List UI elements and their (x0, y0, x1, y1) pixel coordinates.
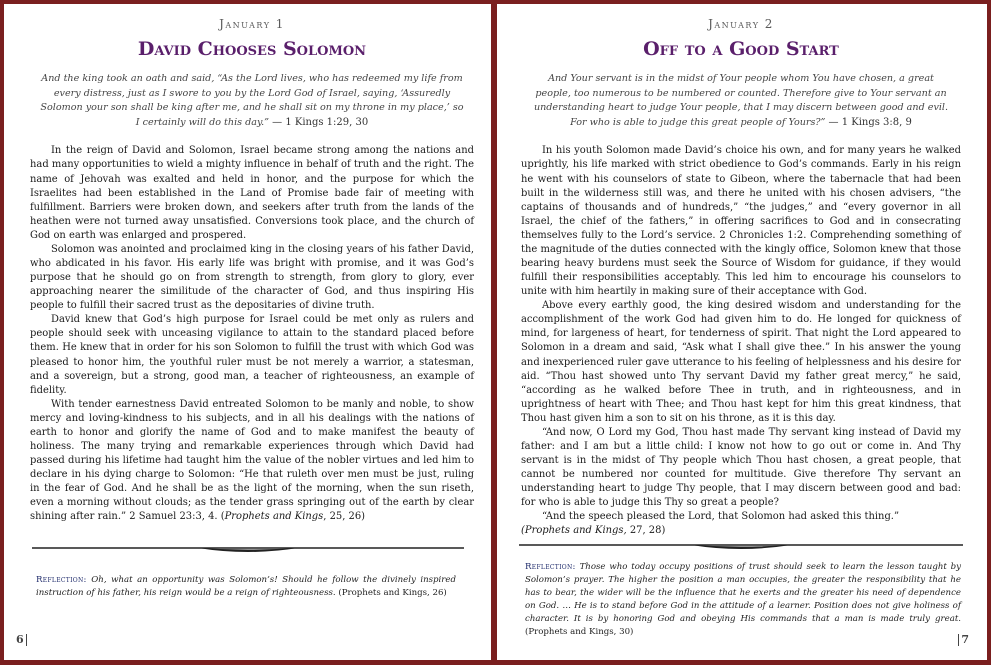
verse-reference: — 1 Kings 1:29, 30 (272, 116, 369, 128)
page-number: 7 (956, 633, 969, 646)
verse-text: And Your servant is in the midst of Your people whom You have chosen, a great people, too numerous to be numbered or counted. Therefore give to Your servant an understanding heart to judge Your people, that I may discern between good and evil. For who is able to judge this great people of Yours?” (533, 73, 949, 128)
paragraph-text: With tender earnestness David entreated Solomon to be manly and noble, to show mercy and loving-kindness to his subjects, and in all his dealings with the nations of earth to honor and glorify the name of God and to make manifest the beauty of holiness. The many trying and remarkable experiences through which David had passed during his lifetime had taught him the value of the nobler virtues and led him to declare in his dying charge to Solomon: “He that ruleth over men must be just, ruling in the fear of God. And he shall be as the light of the morning, when the sun riseth, even a morning without clouds; as the tender grass springing out of the earth by clear shining after rain.” 2 Samuel 23:3, 4. ( (30, 398, 474, 523)
source-pages: 27, 28) (626, 525, 666, 537)
right-page (497, 4, 987, 660)
verse-text: And the king took an oath and said, “As the Lord lives, who has redeemed my life from every distress, just as I swore to you by the Lord God of Israel, saying, ‘Assuredly Solomon your son shall be king after me, and he shall sit on my throne in my place,’ so I certainly will do this day.” (40, 73, 464, 128)
page-date: January 1 (219, 17, 285, 31)
reflection-citation: (Prophets and Kings, 26) (338, 588, 447, 598)
page-date: January 2 (708, 17, 774, 31)
body-paragraph: Above every earthly good, the king desired wisdom and understanding for the accomplishment of the work God had given him to do. He longed for quickness of mind, for largeness of heart, for tenderness of spirit. That night the Lord appeared to Solomon in a dream and said, “Ask what I shall give thee.” In his answer the young and inexperienced ruler gave utterance to his feeling of helplessness and his desire for aid. “Thou hast showed unto Thy servant David my father great mercy,” he said, “according as he walked before Thee in truth, and in righteousness, and in uprightness of heart with Thee; and Thou hast kept for him this great kindness, that Thou hast given him a son to sit on his throne, as it is this day. (521, 300, 961, 424)
verse-reference: — 1 Kings 3:8, 9 (828, 116, 912, 128)
reflection-citation: (Prophets and Kings, 30) (525, 627, 634, 637)
page-title: David Chooses Solomon (137, 38, 367, 60)
divider-ornament (32, 543, 464, 555)
reflection-label: Reflection: (525, 562, 576, 572)
reflection-box (525, 561, 961, 639)
reflection-text: Oh, what an opportunity was Solomon’s! Should he follow the divinely inspired instruction of his father, his reign would be a reign of righteousness. (36, 575, 456, 598)
body-paragraph: In the reign of David and Solomon, Israel became strong among the nations and had many opportunities to wield a mighty influence in behalf of truth and the right. The name of Jehovah was exalted and held in honor, and the purpose for which the Israelites had been established in the Land of Promise bade fair of meeting with fulfillment. Barriers were broken down, and seekers after truth from the lands of the heathen were not turned away unsatisfied. Conversions took place, and the church of God on earth was enlarged and prospered. (30, 145, 474, 241)
reflection-box (36, 574, 456, 600)
body-paragraph: David knew that God’s high purpose for Israel could be met only as rulers and people should seek with unceasing vigilance to attain to the standard placed before them. He knew that in order for his son Solomon to fulfill the trust with which God was pleased to honor him, the youthful ruler must be not merely a warrior, a statesman, and a sovereign, but a strong, good man, a teacher of righteousness, an example of fidelity. (30, 314, 474, 396)
reflection-text: Those who today occupy positions of trust should seek to learn the lesson taught by Solomon’s prayer. The higher the position a man occupies, the greater the responsibility that he has to bear, the wider will be the influence that he exerts and the greater his need of dependence on God. … He is to stand before God in the attitude of a learner. Position does not give holiness of character. It is by honoring God and obeying His commands that a man is made truly great. (525, 562, 962, 624)
body-paragraph: “And now, O Lord my God, Thou hast made Thy servant king instead of David my father: and I am but a little child: I know not how to go out or come in. And Thy servant is in the midst of Thy people which Thou hast chosen, a great people, that cannot be numbered nor counted for multitude. Give therefore Thy servant an understanding heart to judge Thy people, that I may discern between good and bad: for who is able to judge this Thy so great a people? (521, 426, 961, 509)
left-page (4, 4, 491, 660)
devotional-body (30, 144, 474, 524)
body-paragraph: Solomon was anointed and proclaimed king in the closing years of his father David, who abdicated in his favor. His early life was bright with promise, and it was God’s purpose that he should go on from strength to strength, from glory to glory, ever approaching nearer the similitude of the character of God, and thus inspiring His people to fulfill their sacred trust as the depositaries of divine truth. (30, 243, 474, 312)
divider-ornament (519, 540, 963, 552)
body-paragraph: “And the speech pleased the Lord, that Solomon had asked this thing.” (542, 511, 900, 523)
page-title: Off to a Good Start (643, 38, 839, 60)
body-paragraph (30, 398, 474, 525)
page-number: 6 (16, 633, 29, 646)
reflection-label: Reflection: (36, 575, 87, 585)
body-paragraph: In his youth Solomon made David’s choice his own, and for many years he walked uprightly, his life marked with strict obedience to God’s commands. Early in his reign he went with his counselors of state to Gibeon, where the tabernacle that had been built in the wilderness still was, and there he united with his chosen advisers, “the captains of thousands and of hundreds,” “the judges,” and “every governor in all Israel, the chief of the fathers,” in offering sacrifices to God and in consecrating themselves fully to the Lord’s service. 2 Chronicles 1:2. Comprehending something of the magnitude of the duties connected with the kingly office, Solomon knew that those bearing heavy burdens must seek the Source of Wisdom for guidance, if they would fulfill their responsibilities acceptably. This led him to encourage his counselors to unite with him heartily in making sure of their acceptance with God. (521, 145, 961, 298)
devotional-body (521, 144, 961, 538)
source-citation (521, 524, 961, 538)
source-title: Prophets and Kings (224, 511, 324, 523)
scripture-verse (40, 72, 464, 130)
source-pages: , 25, 26) (323, 511, 366, 523)
source-title: (Prophets and Kings, (521, 525, 627, 537)
scripture-verse (531, 72, 951, 130)
